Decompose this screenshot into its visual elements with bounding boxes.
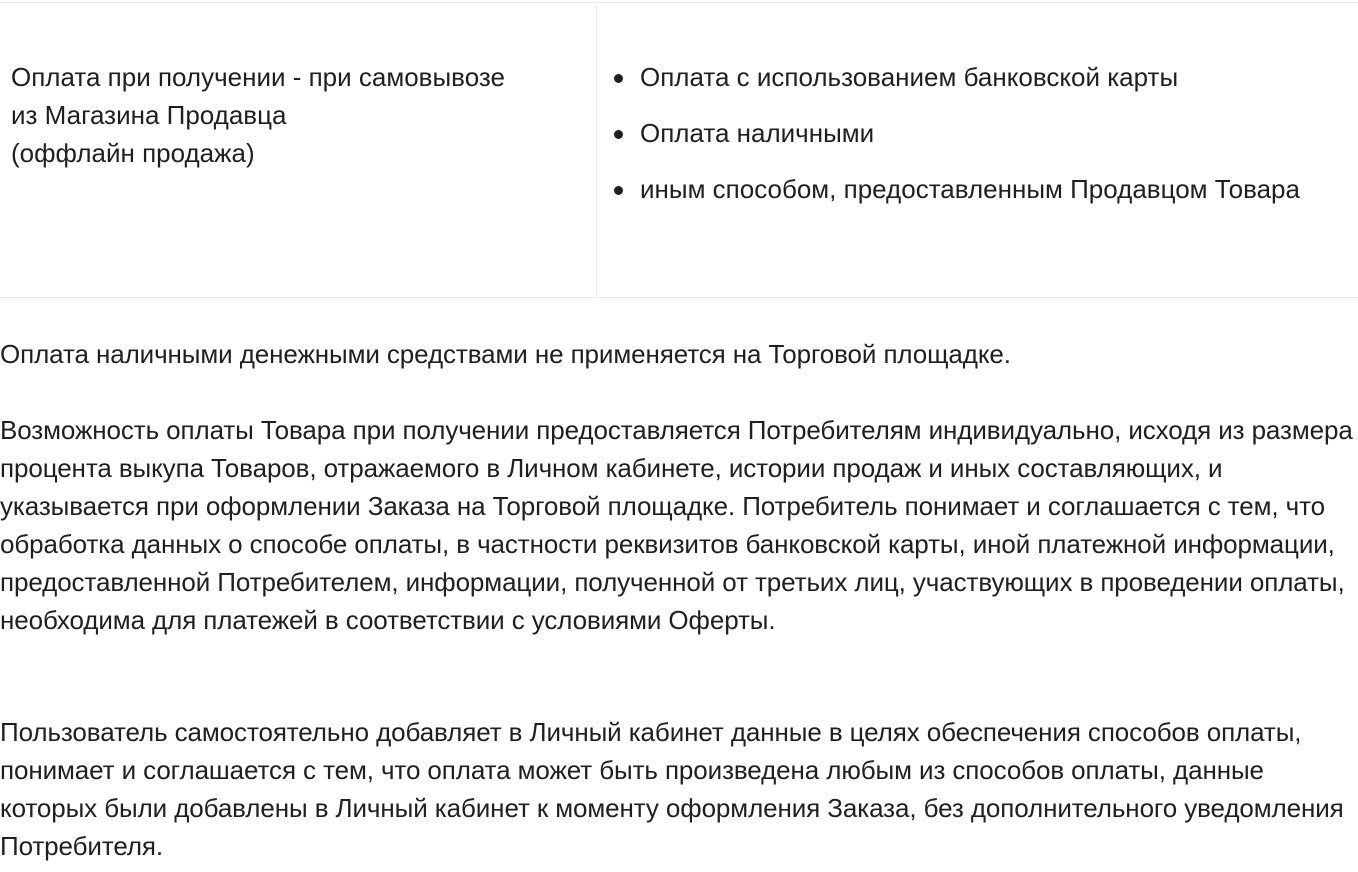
- list-item: [612, 58, 1332, 96]
- payment-option-line: (оффлайн продажа): [11, 138, 255, 168]
- bullet-icon: [614, 130, 623, 139]
- payment-option-line: из Магазина Продавца: [11, 100, 287, 130]
- list-item-text: Оплата наличными: [640, 118, 875, 148]
- list-item: [612, 170, 1332, 208]
- list-item-text: иным способом, предоставленным Продавцом Товара: [640, 174, 1300, 204]
- payment-option-cell: [11, 58, 586, 172]
- cash-payment-note: Оплата наличными денежными средствами не применяется на Торговой площадке.: [0, 339, 1011, 369]
- bullet-icon: [614, 186, 623, 195]
- list-item: [612, 114, 1332, 152]
- bullet-icon: [614, 74, 623, 83]
- payment-methods-consent-paragraph: Пользователь самостоятельно добавляет в Личный кабинет данные в целях обеспечения способов оплаты, понимает и соглашается с тем, что оплата может быть произведена любым из способов оплаты, данные которых были добавлены в Личный кабинет к моменту оформления Заказа, без дополнительного уведомления Потребителя.: [0, 717, 1344, 861]
- payment-option-line: Оплата при получении - при самовывозе: [11, 62, 505, 92]
- list-item-text: Оплата с использованием банковской карты: [640, 62, 1179, 92]
- table-column-divider: [596, 3, 597, 297]
- payment-methods-list: [612, 58, 1332, 226]
- payment-on-delivery-paragraph: Возможность оплаты Товара при получении предоставляется Потребителям индивидуально, исходя из размера процента выкупа Товаров, отражаемого в Личном кабинете, истории продаж и иных составляющих, и указывается при оформлении Заказа на Торговой площадке. Потребитель понимает и соглашается с тем, что обработка данных о способе оплаты, в частности реквизитов банковской карты, иной платежной информации, предоставленной Потребителем, информации, полученной от третьих лиц, участвующих в проведении оплаты, необходима для платежей в соответствии с условиями Оферты.: [0, 415, 1353, 635]
- payment-methods-table: [0, 2, 1358, 298]
